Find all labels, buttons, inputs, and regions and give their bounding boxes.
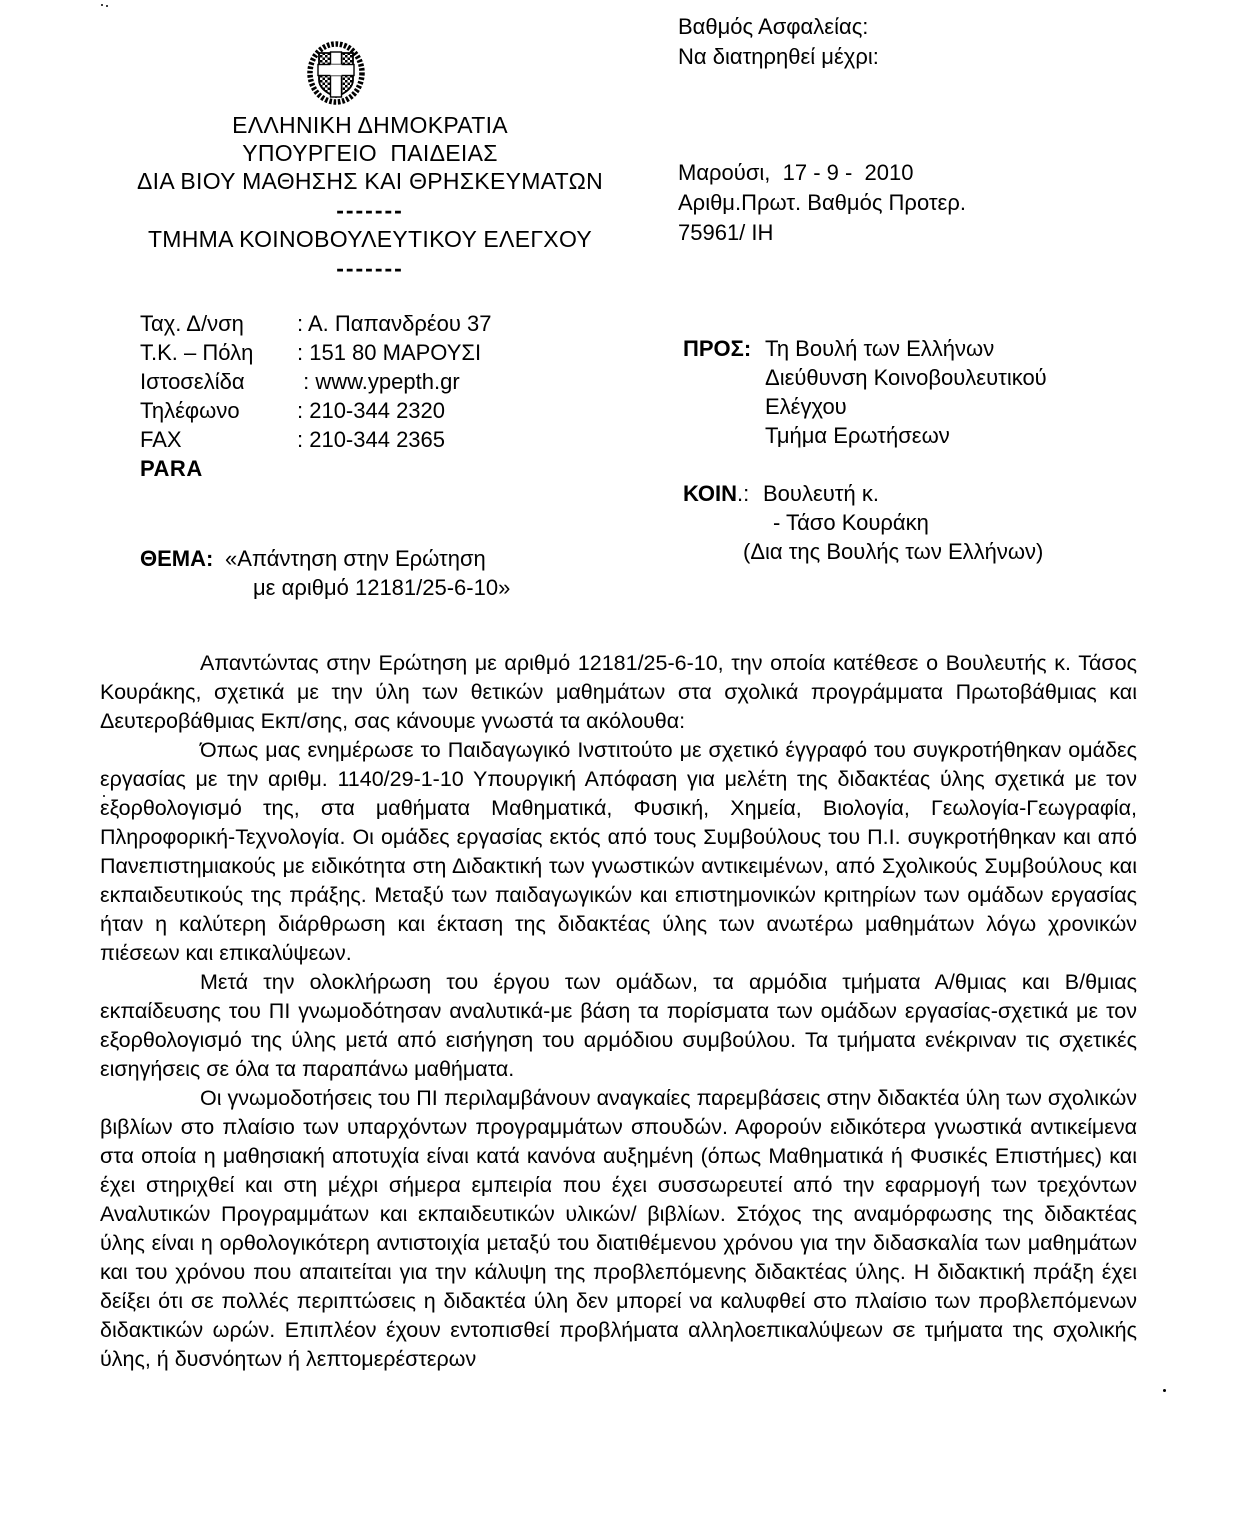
contact-row-website (140, 367, 600, 396)
para-label: PARA (140, 456, 203, 481)
subject-label: ΘΕΜΑ: (140, 546, 214, 571)
koin-lines (743, 479, 1044, 566)
contact-label: FAX (140, 427, 182, 452)
koin-line: Βουλευτή κ. (763, 481, 879, 506)
department-name: ΤΜΗΜΑ ΚΟΙΝΟΒΟΥΛΕΥΤΙΚΟΥ ΕΛΕΓΧΟΥ (147, 226, 593, 252)
body-paragraph: Μετά την ολοκλήρωση του έργου των ομάδων, τα αρμόδια τμήματα Α/θμιας και Β/θμιας εκπαίδευσης του ΠΙ γνωμοδότησαν αναλυτικά-με βάση τα πορίσματα των ομάδων εργασίας-σχετικά με τον εξορθολογισμό της ύλης μετά από εισήγηση του αρμόδιου συμβούλου. Τα τμήματα ενέκριναν τις σχετικές εισηγήσεις σε όλα τα παραπάνω μαθήματα. (100, 970, 1137, 1081)
ministry-name: ΥΠΟΥΡΓΕΙΟ ΠΑΙΔΕΙΑΣ (242, 140, 498, 166)
protocol-label: Αριθμ.Πρωτ. Βαθμός Προτερ. (678, 190, 966, 215)
koin-line: - Τάσο Κουράκη (773, 510, 929, 535)
scan-artifact (106, 5, 108, 7)
republic-name: ΕΛΛΗΝΙΚΗ ΔΗΜΟΚΡΑΤΙΑ (232, 112, 508, 138)
body-paragraph: Απαντώντας στην Ερώτηση με αριθμό 12181/25-6-10, την οποία κατέθεσε ο Βουλευτής κ. Τάσος Κουράκης, σχετικά με την ύλη των θετικών μαθημάτων στα σχολικά προγράμματα Πρωτοβάθμιας και Δευτεροβάθμιας Εκπ/σης, σας κάνουμε γνωστά τα ακόλουθα: (100, 651, 1137, 733)
koin-line: (Δια της Βουλής των Ελλήνων) (743, 539, 1044, 564)
recipient-block (683, 334, 1047, 450)
date-protocol-block (678, 158, 966, 248)
pros-line: Τμήμα Ερωτήσεων (765, 423, 950, 448)
contact-row-postcode (140, 338, 600, 367)
pros-line: Τη Βουλή των Ελλήνων (765, 336, 995, 361)
contact-details (140, 309, 600, 483)
contact-value: : www.ypepth.gr (297, 369, 460, 394)
protocol-number: 75961/ ΙΗ (678, 220, 774, 245)
contact-value: : 210-344 2365 (297, 427, 446, 452)
contact-value: : 151 80 ΜΑΡΟΥΣΙ (297, 340, 482, 365)
contact-label: Ιστοσελίδα (140, 369, 245, 394)
contact-row-phone (140, 396, 600, 425)
contact-label: Ταχ. Δ/νση (140, 311, 244, 336)
subject-line: «Απάντηση στην Ερώτηση (225, 546, 486, 571)
contact-label: Τ.Κ. – Πόλη (140, 340, 254, 365)
subject-lines (225, 544, 510, 602)
divider-dashes: ------- (336, 197, 404, 223)
security-block (678, 12, 879, 72)
pros-label: ΠΡΟΣ: (683, 336, 752, 361)
pros-line: Διεύθυνση Κοινοβουλευτικού (765, 365, 1047, 390)
body-paragraph: Οι γνωμοδοτήσεις του ΠΙ περιλαμβάνουν αναγκαίες παρεμβάσεις στην διδακτέα ύλη των σχολικών βιβλίων στο πλαίσιο των υπαρχόντων προγραμμάτων σπουδών. Αφορούν ειδικότερα γνωστικά αντικείμενα στα οποία η μαθησιακή αποτυχία είναι κατά κανόνα αυξημένη (όπως Μαθηματικά ή Φυσικές Επιστήμες) και έχει στηριχθεί και στη μέχρι σήμερα εμπειρία που έχει συσσωρευτεί από την εφαρμογή των τρεχόντων Αναλυτικών Προγραμμάτων και εκπαιδευτικών υλικών/ βιβλίων. Στόχος της αναμόρφωσης της διδακτέας ύλης είναι η ορθολογικότερη αντιστοιχία μεταξύ του διατιθέμενου χρόνου για την διδασκαλία των μαθημάτων και του χρόνου που απαιτείται για την κάλυψη της προβλεπόμενης διδακτέας ύλης. Η διδακτική πράξη έχει δείξει ότι σε πολλές περιπτώσεις η διδακτέα ύλη δεν μπορεί να καλυφθεί στο πλαίσιο των προβλεπόμενων διδακτικών ωρών. Επιπλέον έχουν εντοπισθεί προβλήματα αλληλοεπικαλύψεων σε τμήματα της σχολικής ύλης, ή δυσνόητων ή λεπτομερέστερων (100, 1086, 1137, 1371)
body-paragraph: Όπως μας ενημέρωσε το Παιδαγωγικό Ινστιτούτο με σχετικό έγγραφό του συγκροτήθηκαν ομάδες εργασίας με την αριθμ. 1140/29-1-10 Υπουργική Απόφαση για μελέτη της διδακτέας ύλης σχετικά με τον εξορθολογισμό της, στα μαθήματα Μαθηματικά, Φυσική, Χημεία, Βιολογία, Γεωλογία-Γεωγραφία, Πληροφορική-Τεχνολογία. Οι ομάδες εργασίας εκτός από τους Συμβούλους του Π.Ι. συγκροτήθηκαν και από Πανεπιστημιακούς με ειδικότητα στη Διδακτική των γνωστικών αντικειμένων, από Σχολικούς Συμβούλους και εκπαιδευτικούς της πράξης. Μεταξύ των παιδαγωγικών και επιστημονικών κριτηρίων των ομάδων εργασίας ήταν η καλύτερη διάρθρωση και έκταση της διδακτέας ύλης των ανωτέρω μαθημάτων λόγω χρονικών πιέσεων και επικαλύψεων. (100, 738, 1137, 965)
keep-until-label: Να διατηρηθεί μέχρι: (678, 44, 879, 69)
greek-coat-of-arms-icon (305, 40, 367, 106)
cc-block (683, 479, 1043, 566)
contact-row-fax (140, 425, 600, 454)
contact-value: : Α. Παπανδρέου 37 (297, 311, 492, 336)
security-grade-label: Βαθμός Ασφαλείας: (678, 14, 869, 39)
subject-line: με αριθμό 12181/25-6-10» (253, 575, 511, 600)
subject-block (140, 544, 510, 602)
contact-value: : 210-344 2320 (297, 398, 446, 423)
contact-row-address (140, 309, 600, 338)
contact-label: Τηλέφωνο (140, 398, 240, 423)
letterhead (100, 40, 640, 283)
koin-label: ΚΟΙΝ.: (683, 481, 750, 506)
pros-line: Ελέγχου (765, 394, 847, 419)
scan-artifact (101, 4, 103, 6)
scan-artifact (1163, 1389, 1166, 1392)
divider-dashes: ------- (336, 255, 404, 281)
pros-lines (765, 334, 1047, 450)
ministry-subtitle: ΔΙΑ ΒΙΟΥ ΜΑΘΗΣΗΣ ΚΑΙ ΘΡΗΣΚΕΥΜΑΤΩΝ (136, 168, 604, 194)
letter-body (100, 649, 1137, 1374)
city-date: Μαρούσι, 17 - 9 - 2010 (678, 160, 914, 185)
